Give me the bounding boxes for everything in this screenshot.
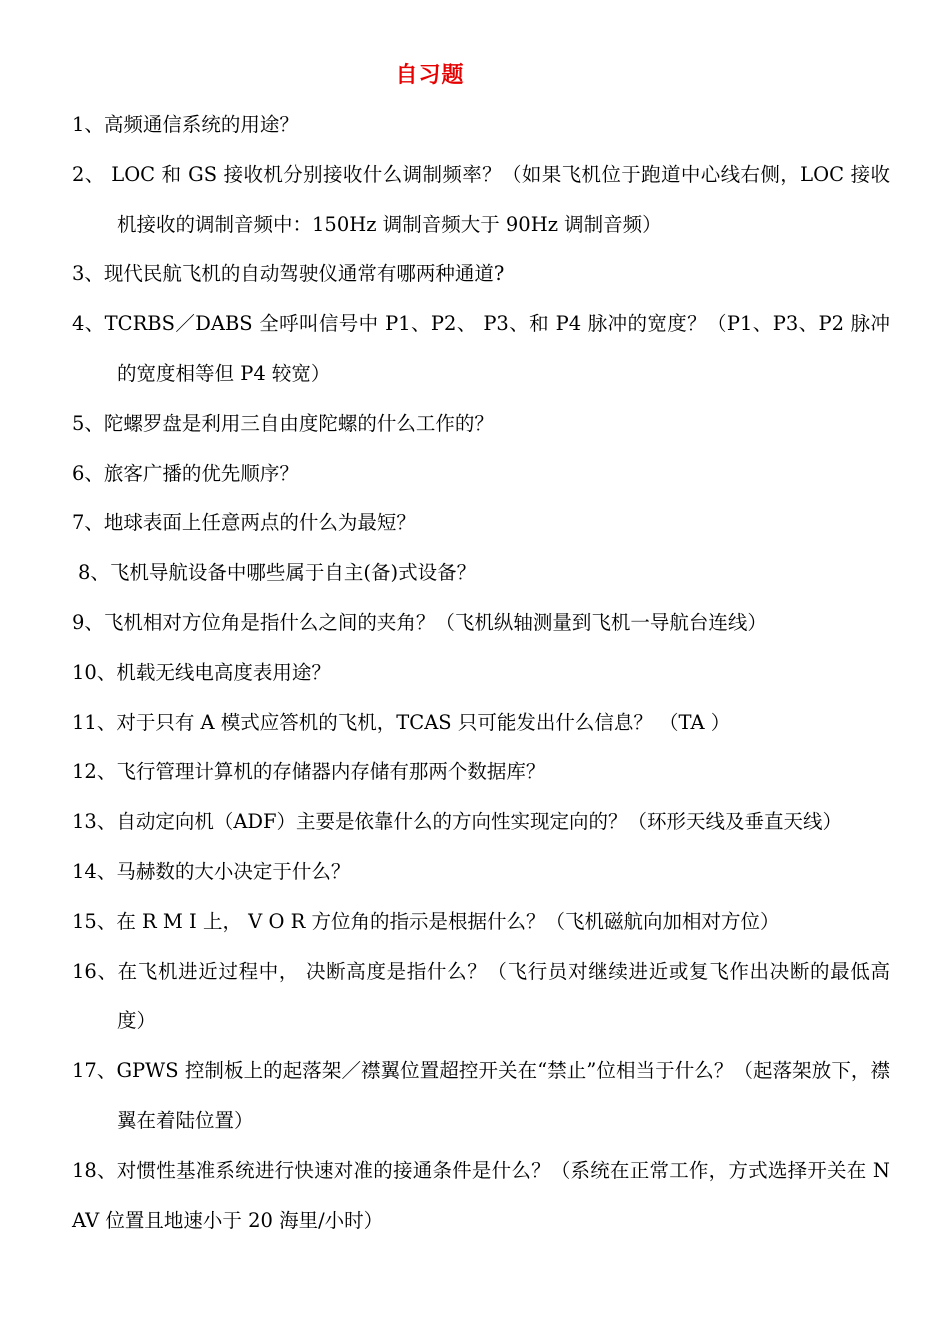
document-title: 自习题 xyxy=(395,63,465,88)
question-item: 9、飞机相对方位角是指什么之间的夹角？（飞机纵轴测量到飞机一导航台连线） xyxy=(72,610,767,634)
question-item: 11、对于只有 A 模式应答机的飞机，TCAS 只可能发出什么信息？ （TA ） xyxy=(72,710,731,734)
question-item: 18、对惯性基准系统进行快速对准的接通条件是什么？（系统在正常工作，方式选择开关在 NAV 位置且地速小于 20 海里/小时） xyxy=(72,1158,890,1232)
question-item: 10、机载无线电高度表用途？ xyxy=(72,660,331,684)
question-item: 15、在 R M I 上， V O R 方位角的指示是根据什么？（飞机磁航向加相对方位） xyxy=(72,909,780,933)
question-item: 1、高频通信系统的用途？ xyxy=(72,113,299,136)
question-item: 2、 LOC 和 GS 接收机分别接收什么调制频率？（如果飞机位于跑道中心线右侧，LOC 接收机接收的调制音频中：150Hz 调制音频大于 90Hz 调制音频） xyxy=(72,162,890,236)
question-item: 16、在飞机进近过程中， 决断高度是指什么？（飞行员对继续进近或复飞作出决断的最低高度） xyxy=(72,959,890,1033)
question-item: 4、TCRBS／DABS 全呼叫信号中 P1、P2、 P3、和 P4 脉冲的宽度？（P1、P3、P2 脉冲的宽度相等但 P4 较宽） xyxy=(72,312,890,385)
question-item: 12、飞行管理计算机的存储器内存储有那两个数据库？ xyxy=(72,760,546,784)
question-item: 6、旅客广播的优先顺序？ xyxy=(72,461,299,485)
question-item: 13、自动定向机（ADF）主要是依靠什么的方向性实现定向的？（环形天线及垂直天线） xyxy=(72,810,843,834)
question-item: 3、现代民航飞机的自动驾驶仪通常有哪两种通道? xyxy=(72,262,505,286)
question-item: 5、陀螺罗盘是利用三自由度陀螺的什么工作的？ xyxy=(72,411,494,435)
question-item: 7、地球表面上任意两点的什么为最短？ xyxy=(72,511,416,535)
question-list xyxy=(72,100,890,1245)
question-item: 17、GPWS 控制板上的起落架／襟翼位置超控开关在“禁止”位相当于什么？（起落架放下，襟翼在着陆位置） xyxy=(72,1059,890,1132)
question-item: 8、飞机导航设备中哪些属于自主(备)式设备？ xyxy=(78,561,477,585)
question-item: 14、马赫数的大小决定于什么？ xyxy=(72,859,351,883)
